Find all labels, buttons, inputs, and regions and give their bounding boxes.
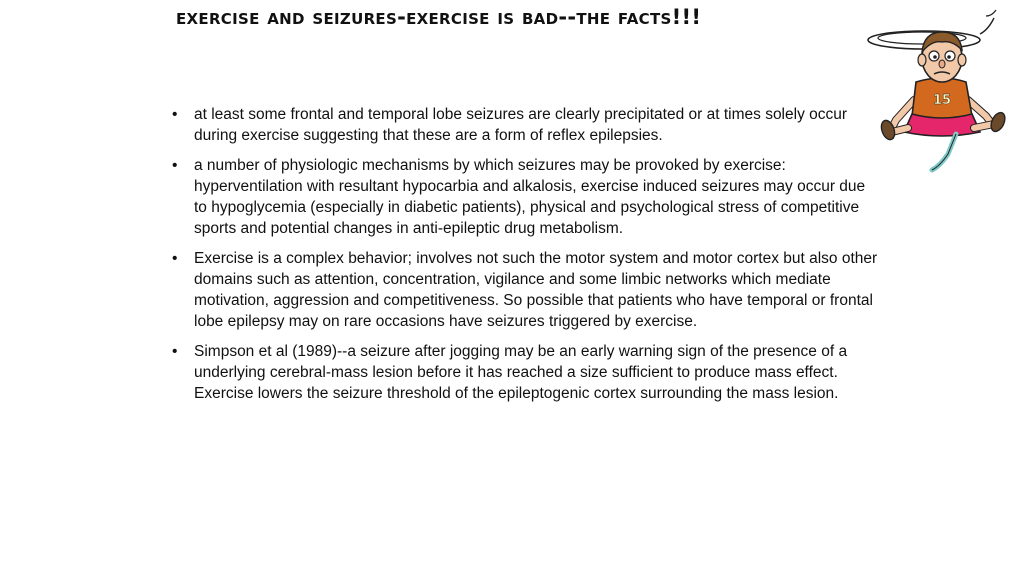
right-ear [958,54,966,66]
motion-line [980,18,994,34]
dizzy-runner-cartoon [862,4,1022,180]
motion-line [986,10,996,16]
shirt-number: 15 [932,93,952,108]
bullet-text: Simpson et al (1989)--a seizure after jogging may be an early warning sign of the presence of a underlying cerebral-mass lesion before it has reached a size sufficient to produce mass effect. Exercise lowers the seizure threshold of the epileptogenic cortex surrounding the mass lesion. [194,343,848,402]
bullet-text: at least some frontal and temporal lobe seizures are clearly precipitated or at times solely occur during exercise suggesting that these are a form of reflex epilepsies. [194,106,848,144]
shorts [904,114,980,136]
bullet-item [172,248,878,332]
right-shoe [988,110,1007,133]
bullet-marker: • [172,343,178,360]
bullet-item [172,104,878,146]
left-ear [918,54,926,66]
bullet-text: a number of physiologic mechanisms by which seizures may be provoked by exercise: hyperventilation with resultant hypocarbia and alkalosis, exercise induced seizures may occur due to hypoglycemia (especially in diabetic patients), physical and psychological stress of competitive sports and potential changes in anti-epileptic drug metabolism. [194,157,866,237]
bullet-list [172,104,878,413]
bullet-marker: • [172,250,178,267]
bullet-marker: • [172,157,178,174]
slide-title: exercise and seizures-exercise is bad--the facts!!! [176,5,702,29]
bullet-item [172,341,878,404]
bullet-text: Exercise is a complex behavior; involves not such the motor system and motor cortex but also other domains such as attention, concentration, vigilance and some limbic networks which mediate motivation, aggression and competitiveness. So possible that patients who have temporal or frontal lobe epilepsy may on rare occasions have seizures triggered by exercise. [194,250,878,330]
nose [939,60,945,68]
bullet-item [172,155,878,239]
bullet-marker: • [172,106,178,123]
prosthetic-leg [932,134,956,170]
